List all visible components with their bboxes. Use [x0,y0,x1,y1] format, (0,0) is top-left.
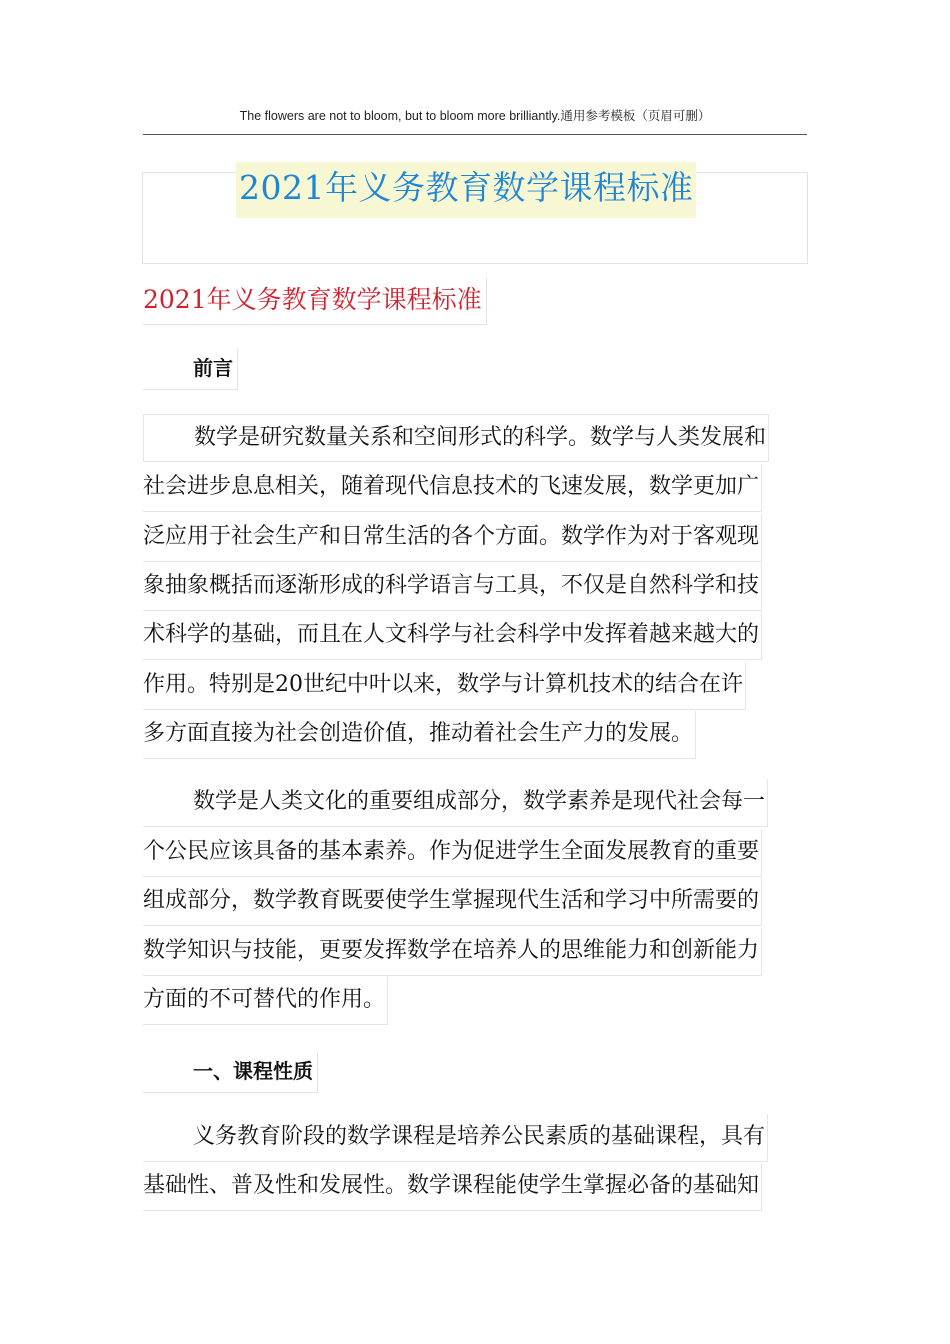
section-heading-course-nature: 一、课程性质 [143,1052,318,1093]
paragraph-line: 术科学的基础，而且在人文科学与社会科学中发挥着越来越大的 [143,612,762,660]
paragraph-line: 作用。特别是20世纪中叶以来，数学与计算机技术的结合在许 [143,662,746,710]
paragraph-line: 个公民应该具备的基本素养。作为促进学生全面发展教育的重要 [143,829,762,877]
document-subtitle: 2021年义务教育数学课程标准 [143,278,487,325]
paragraph-line: 数学是人类文化的重要组成部分，数学素养是现代社会每一 [143,779,768,827]
paragraph-line: 数学是研究数量关系和空间形式的科学。数学与人类发展和 [143,414,769,462]
paragraph-line: 组成部分，数学教育既要使学生掌握现代生活和学习中所需要的 [143,878,762,926]
document-title: 2021年义务教育数学课程标准 [236,162,696,218]
section-heading-preface: 前言 [143,349,238,390]
header-divider [143,134,807,135]
paragraph-line: 社会进步息息相关，随着现代信息技术的飞速发展，数学更加广 [143,464,762,512]
paragraph-line: 基础性、普及性和发展性。数学课程能使学生掌握必备的基础知 [143,1163,762,1211]
paragraph-line: 数学知识与技能，更要发挥数学在培养人的思维能力和创新能力 [143,928,762,976]
paragraph-line: 泛应用于社会生产和日常生活的各个方面。数学作为对于客观现 [143,514,762,562]
header-text: The flowers are not to bloom, but to bloom more brilliantly.通用参考模板（页眉可删） [239,109,711,123]
paragraph-line: 方面的不可替代的作用。 [143,977,388,1025]
paragraph-line: 义务教育阶段的数学课程是培养公民素质的基础课程，具有 [143,1114,768,1162]
paragraph-line: 象抽象概括而逐渐形成的科学语言与工具，不仅是自然科学和技 [143,563,762,611]
paragraph-line: 多方面直接为社会创造价值，推动着社会生产力的发展。 [143,711,696,759]
